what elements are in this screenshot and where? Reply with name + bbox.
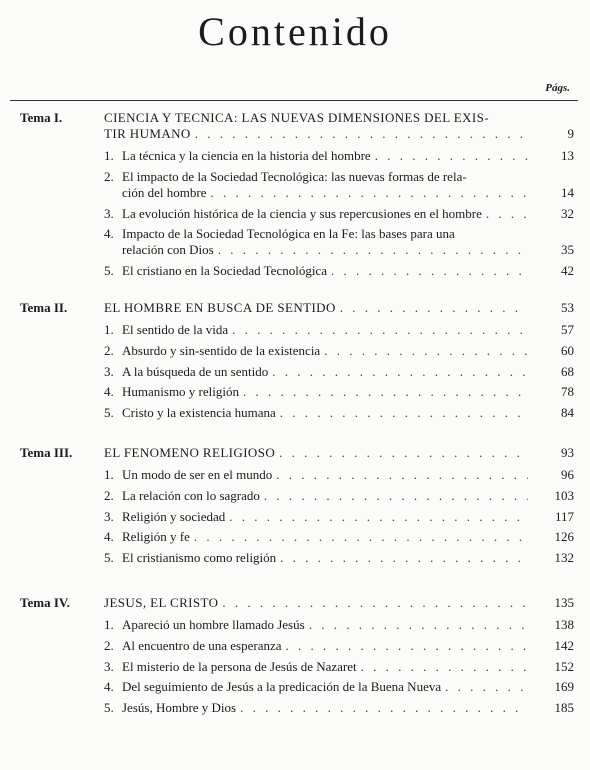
leader-dots	[324, 343, 528, 359]
item-number: 1.	[104, 617, 114, 632]
page-number: 117	[554, 508, 574, 524]
item-number: 3.	[104, 205, 114, 221]
item-title: La evolución histórica de la ciencia y sus repercusiones en el hombre	[122, 205, 482, 221]
page-number: 78	[561, 384, 574, 400]
item-title: A la búsqueda de un sentido	[122, 363, 269, 379]
page-number: 138	[554, 617, 574, 632]
tema-heading-text: TIR HUMANO	[104, 126, 191, 141]
leader-dots	[240, 700, 528, 716]
item-title: Religión y fe	[122, 529, 190, 545]
item-title: Humanismo y religión	[122, 384, 239, 400]
item-title: El impacto de la Sociedad Tecnológica: las nuevas formas de rela-	[122, 168, 467, 184]
leader-dots	[195, 126, 528, 142]
item-number: 1.	[104, 148, 114, 163]
leader-dots	[243, 384, 528, 400]
leader-dots	[286, 638, 528, 654]
leader-dots	[309, 617, 528, 633]
tema-heading-text: EL FENOMENO RELIGIOSO	[104, 445, 276, 460]
page-number: 53	[561, 300, 574, 315]
item-number: 1.	[104, 467, 114, 482]
leader-dots	[486, 206, 528, 222]
leader-dots	[264, 488, 528, 504]
item-number: 2.	[104, 342, 114, 358]
item-number: 4.	[104, 529, 114, 545]
leader-dots	[232, 322, 528, 338]
page-number: 84	[561, 405, 574, 421]
page-number: 13	[561, 148, 574, 163]
page-number: 32	[561, 205, 574, 221]
leader-dots	[279, 445, 528, 461]
tema-label: Tema II.	[20, 300, 68, 315]
item-title: Apareció un hombre llamado Jesús	[122, 617, 305, 632]
item-number: 5.	[104, 263, 114, 279]
item-number: 2.	[104, 637, 114, 653]
leader-dots	[375, 148, 528, 164]
page-number: 185	[554, 700, 574, 716]
item-title: La relación con lo sagrado	[122, 487, 260, 503]
item-title: La técnica y la ciencia en la historia del hombre	[122, 148, 371, 163]
page-number: 135	[554, 595, 574, 610]
item-title: relación con Dios	[122, 242, 214, 258]
item-title: El misterio de la persona de Jesús de Nazaret	[122, 658, 357, 674]
page-number: 60	[561, 342, 574, 358]
divider	[10, 100, 578, 101]
leader-dots	[276, 467, 528, 483]
item-number: 3.	[104, 658, 114, 674]
page-number: 42	[561, 263, 574, 279]
leader-dots	[280, 405, 528, 421]
tema-heading-text: EL HOMBRE EN BUSCA DE SENTIDO	[104, 300, 336, 315]
item-number: 5.	[104, 700, 114, 716]
item-title: El cristiano en la Sociedad Tecnológica	[122, 263, 327, 279]
item-title: Religión y sociedad	[122, 508, 226, 524]
page-number: 132	[554, 550, 574, 566]
leader-dots	[218, 242, 528, 258]
item-title: Un modo de ser en el mundo	[122, 467, 273, 482]
leader-dots	[229, 509, 528, 525]
item-number: 1.	[104, 322, 114, 337]
tema-heading-text: CIENCIA Y TECNICA: LAS NUEVAS DIMENSIONES DEL EXIS-	[104, 110, 490, 125]
tema-label: Tema IV.	[20, 595, 70, 610]
item-title: Jesús, Hombre y Dios	[122, 700, 237, 716]
item-title: Absurdo y sin-sentido de la existencia	[122, 342, 321, 358]
item-title: Al encuentro de una esperanza	[122, 637, 282, 653]
page-number: 68	[561, 363, 574, 379]
item-title: El cristianismo como religión	[122, 550, 277, 566]
item-number: 3.	[104, 508, 114, 524]
item-title: Del seguimiento de Jesús a la predicación de la Buena Nueva	[122, 679, 442, 695]
leader-dots	[331, 263, 528, 279]
page-title: Contenido	[198, 9, 392, 54]
tema-heading-text: JESUS, EL CRISTO	[104, 595, 219, 610]
page-number: 126	[554, 529, 574, 545]
leader-dots	[272, 364, 528, 380]
leader-dots	[445, 679, 528, 695]
item-number: 2.	[104, 487, 114, 503]
item-title: El sentido de la vida	[122, 322, 229, 337]
leader-dots	[222, 595, 528, 611]
page-number: 9	[567, 126, 574, 141]
leader-dots	[361, 659, 528, 675]
tema-label: Tema I.	[20, 110, 63, 125]
item-title: ción del hombre	[122, 184, 207, 200]
page-number: 93	[561, 445, 574, 460]
page-number: 14	[561, 184, 574, 200]
page-number: 152	[554, 658, 574, 674]
page-number: 35	[561, 242, 574, 258]
item-number: 4.	[104, 226, 114, 242]
tema-label: Tema III.	[20, 445, 73, 460]
item-title: Impacto de la Sociedad Tecnológica en la Fe: las bases para una	[122, 226, 455, 242]
page-number: 57	[561, 322, 574, 337]
item-number: 4.	[104, 679, 114, 695]
page-number: 169	[554, 679, 574, 695]
page-number: 103	[554, 487, 574, 503]
page-number: 142	[554, 637, 574, 653]
leader-dots	[340, 300, 528, 316]
item-number: 3.	[104, 363, 114, 379]
pages-column-label: Págs.	[545, 82, 570, 94]
item-number: 5.	[104, 405, 114, 421]
item-title: Cristo y la existencia humana	[122, 405, 276, 421]
item-number: 2.	[104, 168, 114, 184]
page-number: 96	[561, 467, 574, 482]
item-number: 4.	[104, 384, 114, 400]
leader-dots	[210, 185, 528, 201]
leader-dots	[194, 529, 528, 545]
leader-dots	[280, 550, 528, 566]
item-number: 5.	[104, 550, 114, 566]
